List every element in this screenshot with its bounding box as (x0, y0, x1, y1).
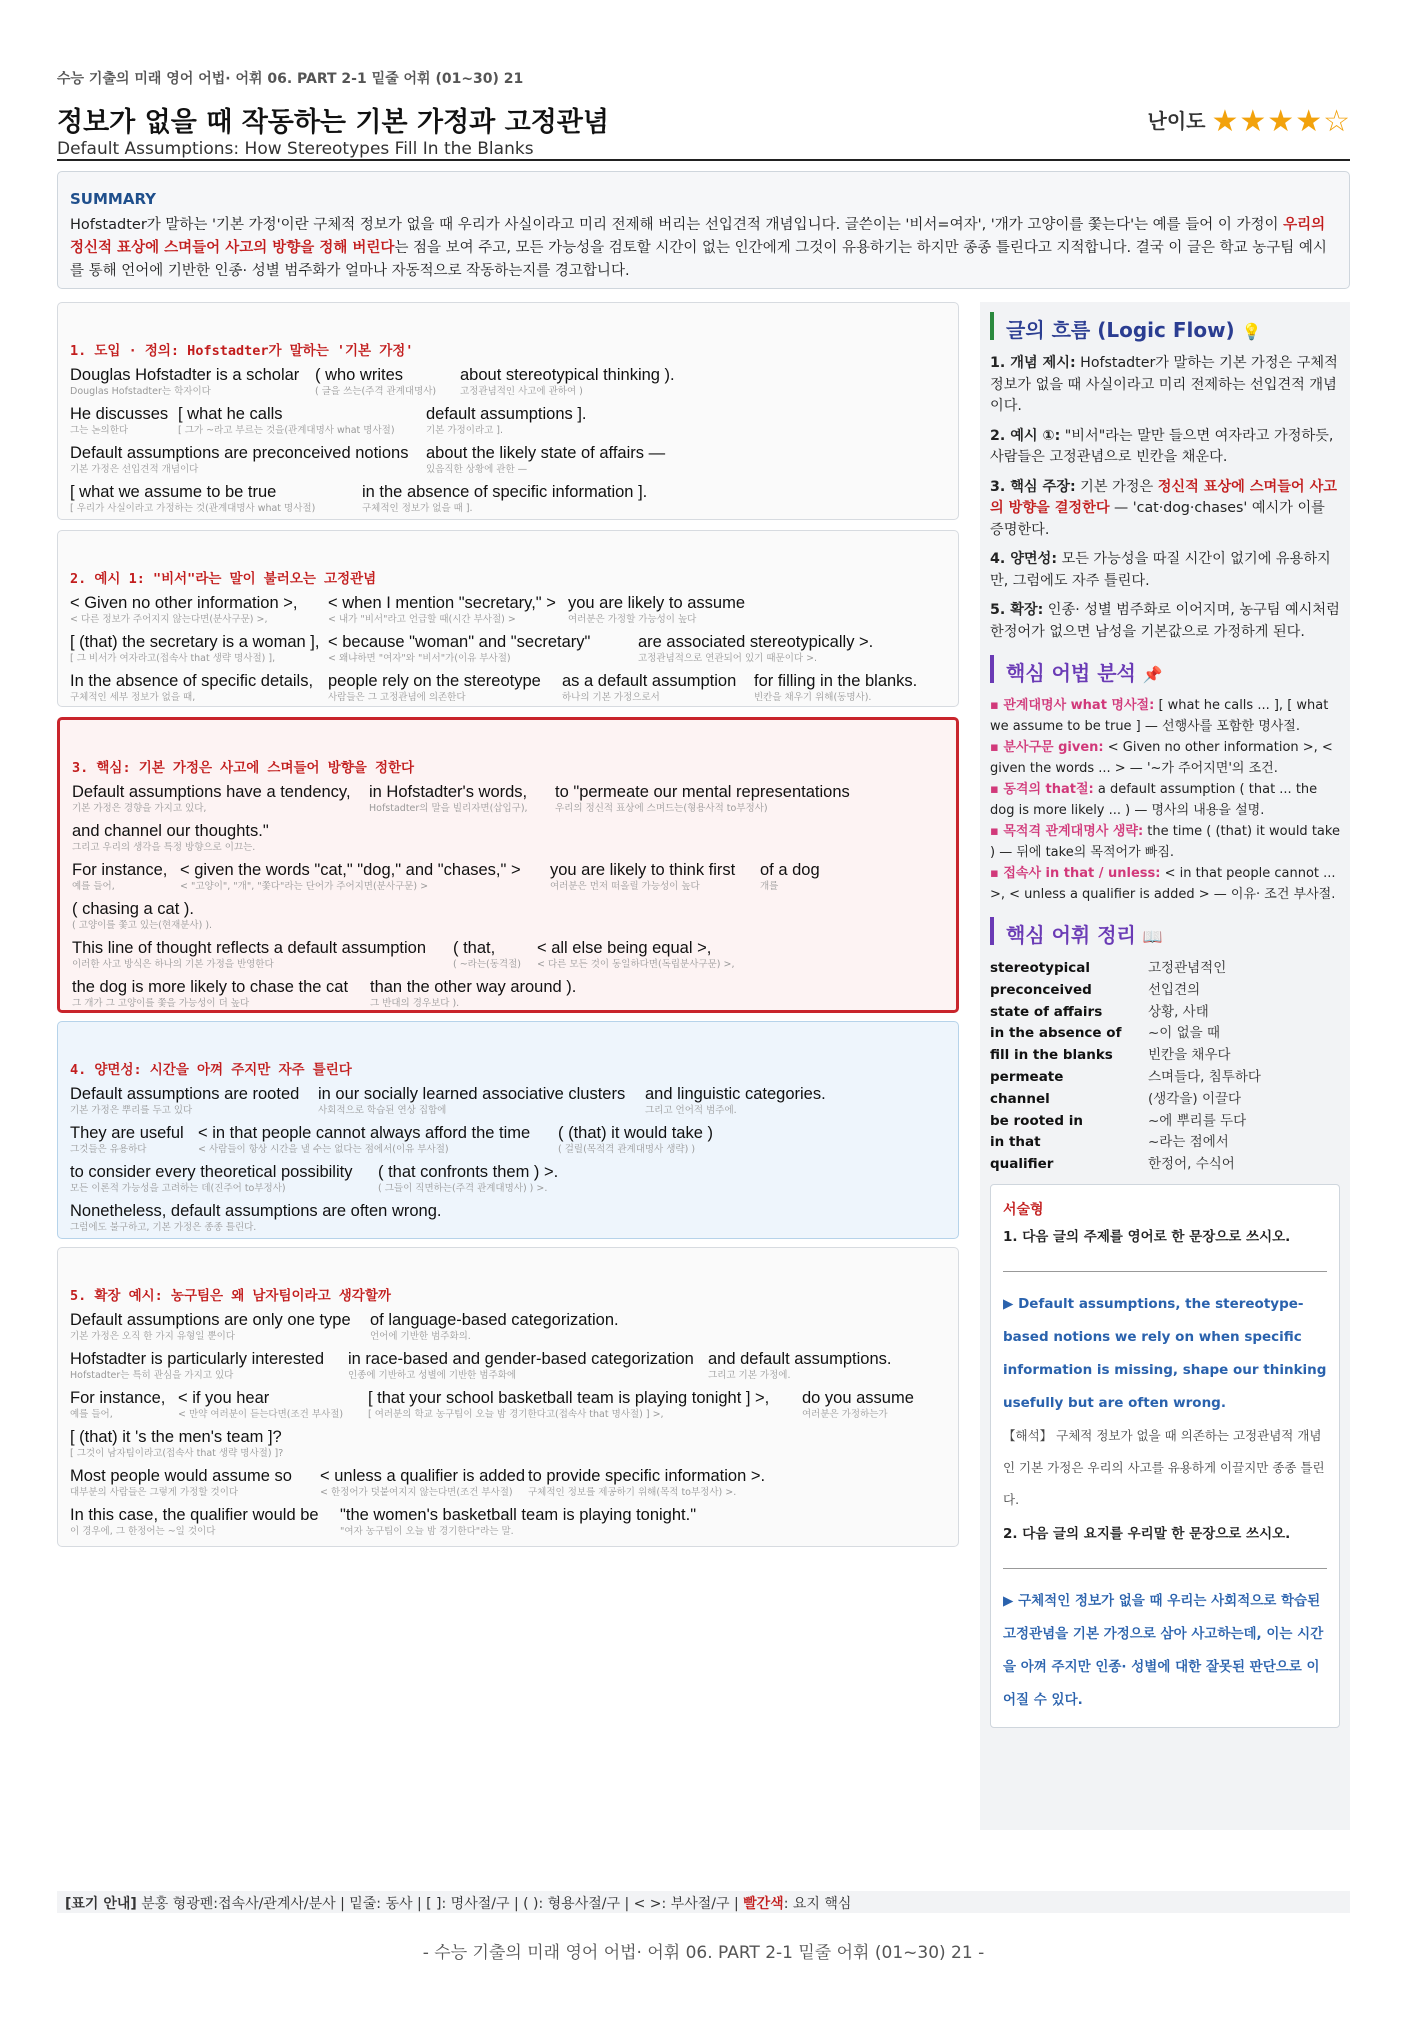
chunk: to "permeate our mental representations 우리의 정신적 표상에 스며드는(형용사적 to부정사) (555, 783, 850, 814)
summary-highlight: 우리의 정신적 표상에 스며들어 사고의 방향을 정해 버린다 (70, 217, 1326, 256)
chunk: Nonetheless, default assumptions are often wrong. 그럼에도 불구하고, 기본 가정은 종종 틀린다. (70, 1202, 442, 1233)
chunk: about the likely state of affairs — 있음직한 상황에 관한 — (426, 444, 666, 475)
section-heading: 5. 확장 예시: 농구팀은 왜 남자팀이라고 생각할까 (70, 1288, 391, 1304)
chunk: [ what we assume to be true [ 우리가 사실이라고 가정하는 것(관계대명사 what 명사절) (70, 483, 316, 514)
chunk: than the other way around ). 그 반대의 경우보다 ). (370, 978, 577, 1009)
flow-item: 1. 개념 제시: Hofstadter가 말하는 기본 가정은 구체적 정보가 없을 때 사실이라고 미리 전제하는 선입견적 개념이다. (990, 355, 1338, 414)
sentence-line (72, 782, 944, 821)
flow-item: 5. 확장: 인종· 성별 범주화로 이어지며, 농구팀 예시처럼 한정어가 없으면 남성을 기본값으로 가정하게 된다. (990, 602, 1340, 640)
chunk: Hofstadter is particularly interested Hofstadter는 특히 관심을 가지고 있다 (70, 1350, 325, 1381)
chunk: ( who writes ( 글을 쓰는(주격 관계대명사) (315, 366, 437, 397)
chunk: as a default assumption 하나의 기본 가정으로서 (562, 672, 737, 703)
chunk: In this case, the qualifier would be 이 경우에, 그 한정어는 ~일 것이다 (70, 1506, 319, 1537)
section-heading: 2. 예시 1: "비서"라는 말이 불러오는 고정관념 (70, 571, 377, 587)
sentence-line (70, 1427, 946, 1466)
grammar-analysis (990, 696, 1340, 905)
sentence-line (72, 899, 944, 938)
vocab-row: permeate 스며들다, 침투하다 (990, 1068, 1261, 1085)
chunk: about stereotypical thinking ). 고정관념적인 사고에 관하여 ) (460, 366, 675, 397)
sentence-line (70, 1084, 946, 1123)
sentence-line (70, 365, 946, 404)
essay-heading: 서술형 (1003, 1201, 1044, 1218)
chunk: < given the words "cat," "dog," and "chases," > < "고양이", "개", "쫓다"라는 단어가 주어지면(분사구문) > (180, 861, 521, 892)
chunk: the dog is more likely to chase the cat 그 개가 그 고양이를 쫓을 가능성이 더 높다 (72, 978, 349, 1009)
lightbulb-icon: 💡 (1241, 322, 1262, 341)
chunk: [ (that) it 's the men's team ]? [ 그것이 남자팀이라고(접속사 that 생략 명사절) ]? (70, 1428, 284, 1459)
sentence-line (70, 1310, 946, 1349)
essay-answer-1: ▶ Default assumptions, the stereotype-based notions we rely on when specific information is missing, shape our thinking usefully but are often wrong. (1003, 1295, 1327, 1411)
chunk: < if you hear < 만약 여러분이 듣는다면(조건 부사절) (178, 1389, 344, 1420)
section-2 (57, 530, 959, 707)
chunk: in the absence of specific information ]. 구체적인 정보가 없을 때 ]. (362, 483, 648, 514)
section-heading: 1. 도입 · 정의: Hofstadter가 말하는 '기본 가정' (70, 343, 414, 359)
vocab-row: preconceived 선입견의 (990, 981, 1201, 998)
difficulty-label: 난이도 (1147, 109, 1206, 133)
sentence-line (70, 632, 946, 671)
chunk: < Given no other information >, < 다른 정보가 주어지지 않는다면(분사구문) >, (70, 594, 298, 625)
chunk: you are likely to think first 여러분은 먼저 떠올릴 가능성이 높다 (550, 861, 736, 892)
chunk: Default assumptions have a tendency, 기본 가정은 경향을 가지고 있다, (72, 783, 351, 814)
essay-question-1: 1. 다음 글의 주제를 영어로 한 문장으로 쓰시오. (1003, 1228, 1291, 1245)
chunk: For instance, 예를 들어, (70, 1389, 166, 1420)
vocab-row: qualifier 한정어, 수식어 (990, 1156, 1235, 1173)
vocab-list (990, 958, 1340, 1176)
chunk: people rely on the stereotype 사람들은 그 고정관념에 의존한다 (328, 672, 541, 703)
grammar-item: ▪ 관계대명사 what 명사절: [ what he calls ... ], [ what we assume to be true ] — 선행사를 포함한 명사절. (990, 698, 1329, 734)
vocab-heading: 핵심 어휘 정리 📖 (990, 919, 1340, 948)
sentence-line (70, 1466, 946, 1505)
sidebar (980, 302, 1350, 1830)
title-divider (57, 159, 1350, 161)
chunk: [ that your school basketball team is playing tonight ] >, [ 여러분의 학교 농구팀이 오늘 밤 경기한다고(접속사 that 명사절) ] >, (368, 1389, 770, 1420)
chunk: Douglas Hofstadter is a scholar Douglas Hofstadter는 학자이다 (70, 366, 300, 397)
sentence-line (72, 938, 944, 977)
answer-line (1003, 1568, 1327, 1569)
chunk: for filling in the blanks. 빈칸을 채우기 위해(동명사). (754, 672, 918, 703)
chunk: [ (that) the secretary is a woman ], [ 그 비서가 여자라고(접속사 that 생략 명사절) ], (70, 633, 320, 664)
sentence-line (70, 593, 946, 632)
vocab-row: be rooted in ~에 뿌리를 두다 (990, 1112, 1247, 1129)
grammar-heading: 핵심 어법 분석 📌 (990, 657, 1340, 686)
chunk: are associated stereotypically >. 고정관념적으로 연관되어 있기 때문이다 >. (638, 633, 874, 664)
running-header: 수능 기출의 미래 영어 어법· 어휘 06. PART 2-1 밑줄 어휘 (01~30) 21 (57, 71, 524, 87)
chunk: They are useful 그것들은 유용하다 (70, 1124, 184, 1155)
summary-box (57, 171, 1350, 289)
logic-flow (990, 353, 1340, 643)
flow-item: 3. 핵심 주장: 기본 가정은 정신적 표상에 스며들어 사고의 방향을 결정한다 — 'cat·dog·chases' 예시가 이를 증명한다. (990, 478, 1337, 538)
chunk: default assumptions ]. 기본 가정이라고 ]. (426, 405, 587, 436)
chunk: of a dog 개를 (760, 861, 820, 892)
vocab-row: stereotypical 고정관념적인 (990, 960, 1227, 976)
sentence-line (70, 482, 946, 521)
sentence-line (70, 1162, 946, 1201)
chunk: For instance, 예를 들어, (72, 861, 168, 892)
vocab-row: in the absence of ~이 없을 때 (990, 1025, 1221, 1042)
chunk: of language-based categorization. 언어에 기반한 범주화의. (370, 1311, 619, 1342)
sentence-line (70, 1388, 946, 1427)
vocab-row: channel (생각을) 이끌다 (990, 1090, 1242, 1107)
book-icon: 📖 (1142, 927, 1163, 946)
chunk: and default assumptions. 그리고 기본 가정에. (708, 1350, 892, 1381)
chunk: ( that confronts them ) >. ( 그들이 직면하는(주격 관계대명사) ) >. (378, 1163, 559, 1194)
grammar-item: ▪ 접속사 in that / unless: < in that people cannot ... >, < unless a qualifier is added > — 이유· 조건 부사절. (990, 866, 1336, 902)
essay-question-2: 2. 다음 글의 요지를 우리말 한 문장으로 쓰시오. (1003, 1525, 1291, 1542)
chunk: "the women's basketball team is playing tonight." "여자 농구팀이 오늘 밤 경기한다"라는 말. (340, 1506, 697, 1537)
sentence-line (70, 1123, 946, 1162)
chunk: you are likely to assume 여러분은 가정할 가능성이 높다 (568, 594, 745, 625)
chunk: < unless a qualifier is added < 한정어가 덧붙여지지 않는다면(조건 부사절) (320, 1467, 526, 1498)
chunk: to consider every theoretical possibility 모든 이론적 가능성을 고려하는 데(진주어 to부정사) (70, 1163, 353, 1194)
chunk: in race-based and gender-based categorization 인종에 기반하고 성별에 기반한 범주화에 (348, 1350, 694, 1381)
sentence-line (72, 860, 944, 899)
sentence-line (70, 1505, 946, 1544)
grammar-item: ▪ 동격의 that절: a default assumption ( that ... the dog is more likely ... ) — 명사의 내용을 설명. (990, 782, 1318, 818)
chunk: and linguistic categories. 그리고 언어적 범주에. (645, 1085, 826, 1116)
grammar-item: ▪ 분사구문 given: < Given no other information >, < given the words ... > — '~가 주어지면'의 조건. (990, 740, 1333, 776)
chunk: Default assumptions are preconceived notions 기본 가정은 선입견적 개념이다 (70, 444, 409, 475)
sentence-line (72, 821, 944, 860)
essay-translation-1: 【해석】 구체적 정보가 없을 때 의존하는 고정관념적 개념인 기본 가정은 우리의 사고를 유용하게 이끌지만 종종 틀린다. (1003, 1427, 1325, 1507)
star-rating-icon: ★★★★☆ (1211, 104, 1351, 139)
section-3-core (57, 717, 959, 1013)
section-heading: 4. 양면성: 시간을 아껴 주지만 자주 틀린다 (70, 1062, 352, 1078)
chunk: ( that, ( ~라는(동격절) (453, 939, 521, 970)
chunk: and channel our thoughts." 그리고 우리의 생각을 특정 방향으로 이끄는. (72, 822, 269, 853)
vocab-row: state of affairs 상황, 사태 (990, 1003, 1209, 1020)
grammar-item: ▪ 목적격 관계대명사 생략: the time ( (that) it would take ) — 뒤에 take의 목적어가 빠짐. (990, 824, 1340, 860)
chunk: do you assume 여러분은 가정하는가 (802, 1389, 914, 1420)
chunk: [ what he calls [ 그가 ~라고 부르는 것을(관계대명사 what 명사절) (178, 405, 395, 436)
section-5 (57, 1247, 959, 1547)
sentence-line (70, 1201, 946, 1240)
essay-answer-2: ▶ 구체적인 정보가 없을 때 우리는 사회적으로 학습된 고정관념을 기본 가정으로 삼아 사고하는데, 이는 시간을 아껴 주지만 인종· 성별에 대한 잘못된 판단으로 이어질 수 있다. (1003, 1592, 1324, 1708)
pushpin-icon: 📌 (1142, 665, 1163, 684)
section-1 (57, 302, 959, 520)
chunk: ( chasing a cat ). ( 고양이를 쫓고 있는(현재분사) ). (72, 900, 213, 931)
summary-heading: SUMMARY (70, 190, 157, 208)
page-subtitle: Default Assumptions: How Stereotypes Fill In the Blanks (57, 139, 534, 159)
vocab-row: in that ~라는 점에서 (990, 1134, 1229, 1151)
sentence-line (70, 671, 946, 710)
chunk: ( (that) it would take ) ( 걸릴(목적격 관계대명사 생략) ) (558, 1124, 713, 1155)
flow-item: 2. 예시 ①: "비서"라는 말만 들으면 여자라고 가정하듯, 사람들은 고정관념으로 빈칸을 채운다. (990, 427, 1334, 465)
chunk: This line of thought reflects a default assumption 이러한 사고 방식은 하나의 기본 가정을 반영한다 (72, 939, 427, 970)
sentence-line (70, 404, 946, 443)
chunk: in our socially learned associative clusters 사회적으로 학습된 연상 집합에 (318, 1085, 626, 1116)
sentence-line (70, 1349, 946, 1388)
section-heading: 3. 핵심: 기본 가정은 사고에 스며들어 방향을 정한다 (72, 760, 415, 776)
chunk: < when I mention "secretary," > < 내가 "비서"라고 언급할 때(시간 부사절) > (328, 594, 556, 625)
section-4 (57, 1021, 959, 1239)
flow-item: 4. 양면성: 모든 가능성을 따질 시간이 없기에 유용하지만, 그럼에도 자주 틀린다. (990, 551, 1331, 589)
sentence-line (70, 443, 946, 482)
answer-line (1003, 1271, 1327, 1272)
chunk: < because "woman" and "secretary" < 왜냐하면 "여자"와 "비서"가(이유 부사절) (328, 633, 591, 664)
logic-flow-heading: 글의 흐름 (Logic Flow) 💡 (990, 314, 1340, 343)
chunk: Most people would assume so 대부분의 사람들은 그렇게 가정할 것이다 (70, 1467, 292, 1498)
sentence-line (72, 977, 944, 1016)
page-footer: - 수능 기출의 미래 영어 어법· 어휘 06. PART 2-1 밑줄 어휘 (01~30) 21 - (422, 1943, 985, 1963)
page-title: 정보가 없을 때 작동하는 기본 가정과 고정관념 (57, 107, 609, 138)
chunk: Default assumptions are rooted 기본 가정은 뿌리를 두고 있다 (70, 1085, 300, 1116)
chunk: < in that people cannot always afford the time < 사람들이 항상 시간을 낼 수는 없다는 점에서(이유 부사절) (198, 1124, 531, 1155)
chunk: Default assumptions are only one type 기본 가정은 오직 한 가지 유형일 뿐이다 (70, 1311, 351, 1342)
vocab-row: fill in the blanks 빈칸을 채우다 (990, 1047, 1231, 1064)
chunk: < all else being equal >, < 다른 모든 것이 동일하다면(독립분사구문) >, (537, 939, 735, 970)
chunk: to provide specific information >. 구체적인 정보를 제공하기 위해(목적 to부정사) >. (528, 1467, 766, 1498)
summary-text: Hofstadter가 말하는 '기본 가정'이란 구체적 정보가 없을 때 우리가 사실이라고 미리 전제해 버리는 선입견적 개념입니다. 글쓴이는 '비서=여자', '개가 고양이를 쫓는다'는 예를 들어 이 가정이 우리의 정신적 표상에 스며들어 사고의 방향을 정해 버린다는 점을 보여 주고, 모든 가능성을 검토할 시간이 없는 인간에게 그것이 유용하기는 하지만 종종 틀린다고 지적합니다. 결국 이 글은 학교 농구팀 예시를 통해 언어에 기반한 인종· 성별 범주화가 얼마나 자동적으로 작동하는지를 경고합니다. (70, 217, 1327, 279)
chunk: in Hofstadter's words, Hofstadter의 말을 빌리자면(삽입구), (369, 783, 528, 814)
notation-legend: [표기 안내] 분홍 형광펜:접속사/관계사/분사 | 밑줄: 동사 | [ ]: 명사절/구 | ( ): 형용사절/구 | < >: 부사절/구 | 빨간색: 요지 핵심 (57, 1891, 1350, 1913)
essay-box (990, 1184, 1340, 1728)
difficulty-rating (1148, 104, 1351, 139)
chunk: He discusses 그는 논의한다 (70, 405, 169, 436)
chunk: In the absence of specific details, 구체적인 세부 정보가 없을 때, (70, 672, 314, 703)
